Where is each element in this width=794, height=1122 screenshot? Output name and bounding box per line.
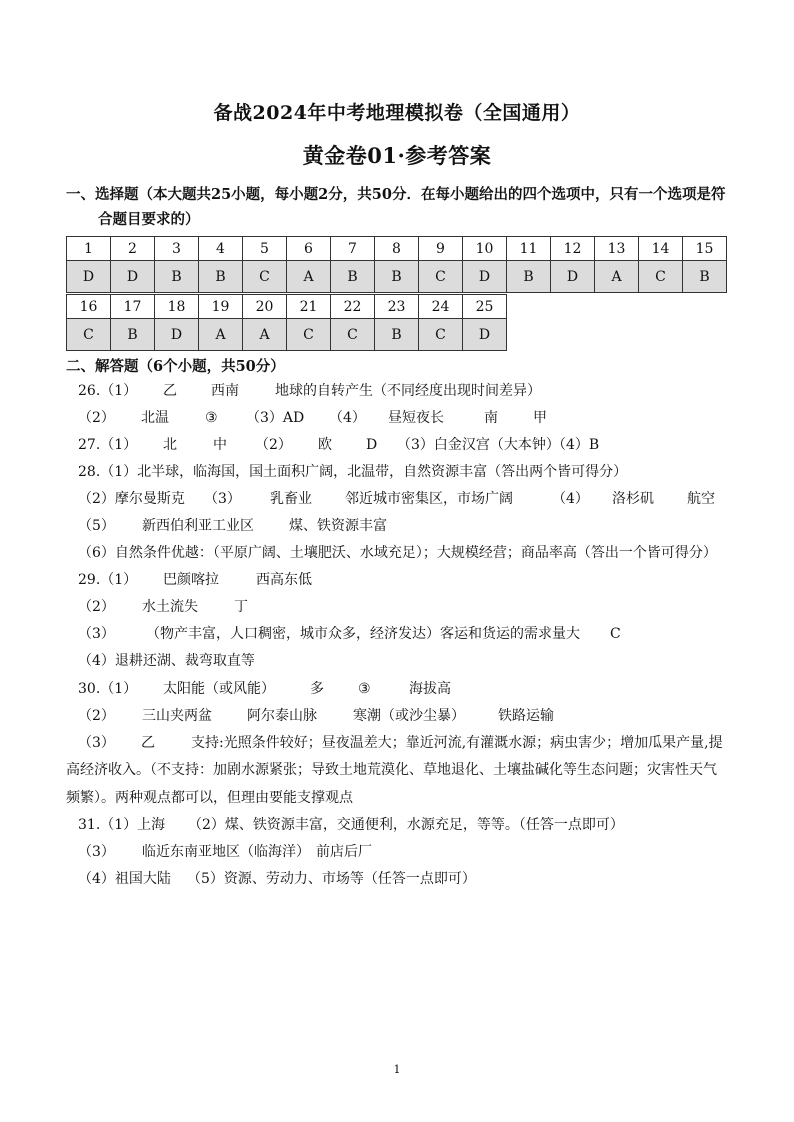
answer-cell: B bbox=[507, 261, 551, 293]
question-number-cell: 20 bbox=[243, 295, 287, 319]
answer-text: 昼短夜长 bbox=[388, 410, 444, 426]
answer-text: ③ bbox=[358, 681, 371, 697]
question-number-cell: 5 bbox=[243, 237, 287, 261]
answer-text: ③ bbox=[205, 410, 218, 426]
answer-text: 27.（1） bbox=[78, 437, 138, 453]
answer-text: 巴颜喀拉 bbox=[163, 572, 219, 588]
answer-cell: B bbox=[683, 261, 727, 293]
question-number-cell: 22 bbox=[331, 295, 375, 319]
answer-text: 新西伯利亚工业区 bbox=[142, 518, 254, 534]
question-number-cell: 15 bbox=[683, 237, 727, 261]
answer-text: （3）白金汉宫（大本钟） bbox=[397, 437, 560, 453]
question-number-cell: 10 bbox=[463, 237, 507, 261]
answer-cell: C bbox=[287, 319, 331, 351]
question-number-cell: 18 bbox=[155, 295, 199, 319]
question-number-cell: 6 bbox=[287, 237, 331, 261]
question-number-cell: 23 bbox=[375, 295, 419, 319]
question-number-cell: 4 bbox=[199, 237, 243, 261]
question-number-cell: 7 bbox=[331, 237, 375, 261]
answer-text: （4）B bbox=[552, 437, 600, 453]
answer-cell: A bbox=[243, 319, 287, 351]
question-number-cell: 2 bbox=[111, 237, 155, 261]
answer-cell: B bbox=[331, 261, 375, 293]
answer-text: （物产丰富，人口稠密，城市众多，经济发达）客运和货运的需求量大 bbox=[146, 626, 580, 642]
answer-text: 三山夹两盆 bbox=[142, 708, 212, 724]
answer-cell: D bbox=[67, 261, 111, 293]
answer-text: 30.（1） bbox=[78, 681, 138, 697]
answer-text: 太阳能（或风能） bbox=[163, 681, 275, 697]
answer-text: （2） bbox=[255, 437, 292, 453]
answer-text: 前店后厂 bbox=[316, 844, 372, 860]
answer-cell: C bbox=[67, 319, 111, 351]
answer-text: （2） bbox=[78, 708, 115, 724]
page-title: 备战2024年中考地理模拟卷（全国通用） bbox=[213, 102, 581, 124]
answer-text: （4）祖国大陆 bbox=[78, 871, 171, 887]
answer-text: （3） bbox=[78, 735, 115, 751]
question-number-cell: 17 bbox=[111, 295, 155, 319]
answer-text: 丁 bbox=[234, 599, 248, 615]
answer-text: 29.（1） bbox=[78, 572, 138, 588]
question-number-row bbox=[67, 237, 727, 261]
page-subtitle: 黄金卷01·参考答案 bbox=[302, 143, 492, 168]
answer-text: （3）AD bbox=[246, 410, 305, 426]
answer-cell: C bbox=[243, 261, 287, 293]
answer-text: 乙 bbox=[163, 383, 177, 399]
answer-text: （4） bbox=[329, 410, 366, 426]
answer-text: 铁路运输 bbox=[498, 708, 554, 724]
answer-text: 乙 bbox=[141, 735, 155, 751]
answer-text: 邻近城市密集区，市场广阔 bbox=[345, 491, 513, 507]
answer-text: （2）摩尔曼斯克 bbox=[78, 491, 185, 507]
section1-heading-cont: 合题目要求的） bbox=[98, 211, 200, 228]
answer-text: 乳畜业 bbox=[270, 491, 312, 507]
question-number-cell: 13 bbox=[595, 237, 639, 261]
answer-text: （6）自然条件优越：（平原广阔、土壤肥沃、水域充足）；大规模经营；商品率高（答出一个皆可得分） bbox=[78, 545, 717, 561]
answer-cell: B bbox=[199, 261, 243, 293]
answer-cell: A bbox=[287, 261, 331, 293]
answer-text: 31.（1）上海 bbox=[78, 817, 166, 833]
question-number-cell: 8 bbox=[375, 237, 419, 261]
question-number-cell: 11 bbox=[507, 237, 551, 261]
answer-cell: A bbox=[199, 319, 243, 351]
question-number-cell: 16 bbox=[67, 295, 111, 319]
answer-cell: D bbox=[463, 319, 507, 351]
answer-text: 煤、铁资源丰富 bbox=[289, 518, 387, 534]
question-number-cell: 19 bbox=[199, 295, 243, 319]
question-number-cell: 3 bbox=[155, 237, 199, 261]
question-number-cell: 1 bbox=[67, 237, 111, 261]
answer-text: 西南 bbox=[211, 383, 239, 399]
answer-cell: D bbox=[155, 319, 199, 351]
answer-cell: B bbox=[375, 319, 419, 351]
answer-text: 临近东南亚地区（临海洋） bbox=[142, 844, 310, 860]
answer-text: （5）资源、劳动力、市场等（任答一点即可） bbox=[187, 871, 476, 887]
answer-text: 28.（1）北半球，临海国，国土面积广阔，北温带，自然资源丰富（答出两个皆可得分） bbox=[78, 464, 628, 480]
answer-text: 高经济收入。（不支持：加剧水源紧张；导致土地荒漠化、草地退化、土壤盐碱化等生态问题；灾害性天气 bbox=[66, 762, 717, 778]
answer-text: （4） bbox=[552, 491, 589, 507]
answer-text: （3） bbox=[204, 491, 241, 507]
answer-cell: D bbox=[551, 261, 595, 293]
answer-text: 欧 bbox=[318, 437, 332, 453]
page-number: 1 bbox=[393, 1063, 401, 1076]
answer-cell: B bbox=[111, 319, 155, 351]
answer-table-2 bbox=[66, 294, 507, 351]
answer-cell: B bbox=[375, 261, 419, 293]
question-number-cell: 21 bbox=[287, 295, 331, 319]
answer-text: 甲 bbox=[533, 410, 547, 426]
answer-text: 频繁）。两种观点都可以，但理由要能支撑观点 bbox=[66, 790, 353, 806]
answer-text: 洛杉矶 bbox=[612, 491, 654, 507]
answer-text: C bbox=[610, 626, 621, 642]
answer-cell: C bbox=[639, 261, 683, 293]
answer-text: 南 bbox=[484, 410, 498, 426]
question-number-cell: 25 bbox=[463, 295, 507, 319]
question-number-cell: 24 bbox=[419, 295, 463, 319]
question-number-cell: 14 bbox=[639, 237, 683, 261]
answer-text: （2） bbox=[78, 599, 115, 615]
answer-text: 26.（1） bbox=[78, 383, 138, 399]
question-number-cell: 12 bbox=[551, 237, 595, 261]
answer-cell: C bbox=[419, 261, 463, 293]
answer-text: 北温 bbox=[141, 410, 169, 426]
answer-text: （2） bbox=[78, 410, 115, 426]
answer-cell: C bbox=[331, 319, 375, 351]
answer-table-1 bbox=[66, 236, 727, 293]
answer-cell: A bbox=[595, 261, 639, 293]
answer-text: 地球的自转产生（不同经度出现时间差异） bbox=[275, 383, 541, 399]
answer-text: （3） bbox=[78, 844, 115, 860]
answer-row bbox=[67, 261, 727, 293]
answer-text: 西高东低 bbox=[256, 572, 312, 588]
answer-text: 航空 bbox=[687, 491, 715, 507]
answer-row bbox=[67, 319, 507, 351]
answer-text: 水土流失 bbox=[142, 599, 198, 615]
answer-cell: D bbox=[463, 261, 507, 293]
answer-text: （4）退耕还湖、裁弯取直等 bbox=[78, 653, 255, 669]
answer-text: 中 bbox=[213, 437, 227, 453]
section1-heading: 一、选择题（本大题共25小题，每小题2分，共50分．在每小题给出的四个选项中，只有一个选项是符 bbox=[66, 186, 726, 203]
question-number-cell: 9 bbox=[419, 237, 463, 261]
answer-text: （5） bbox=[78, 518, 115, 534]
answer-text: （2）煤、铁资源丰富，交通便利，水源充足，等等。（任答一点即可） bbox=[188, 817, 624, 833]
answer-text: 阿尔泰山脉 bbox=[247, 708, 317, 724]
answer-text: 支持:光照条件较好；昼夜温差大；靠近河流,有灌溉水源；病虫害少；增加瓜果产量,提 bbox=[191, 735, 723, 751]
answer-text: （3） bbox=[78, 626, 115, 642]
answer-cell: B bbox=[155, 261, 199, 293]
answer-text: D bbox=[366, 437, 378, 453]
question-number-row bbox=[67, 295, 507, 319]
answer-text: 北 bbox=[163, 437, 177, 453]
section2-heading: 二、解答题（6个小题，共50分） bbox=[66, 358, 285, 375]
answer-cell: C bbox=[419, 319, 463, 351]
answer-text: 多 bbox=[310, 681, 324, 697]
answer-text: 寒潮（或沙尘暴） bbox=[353, 708, 465, 724]
answer-text: 海拔高 bbox=[409, 681, 451, 697]
answer-cell: D bbox=[111, 261, 155, 293]
